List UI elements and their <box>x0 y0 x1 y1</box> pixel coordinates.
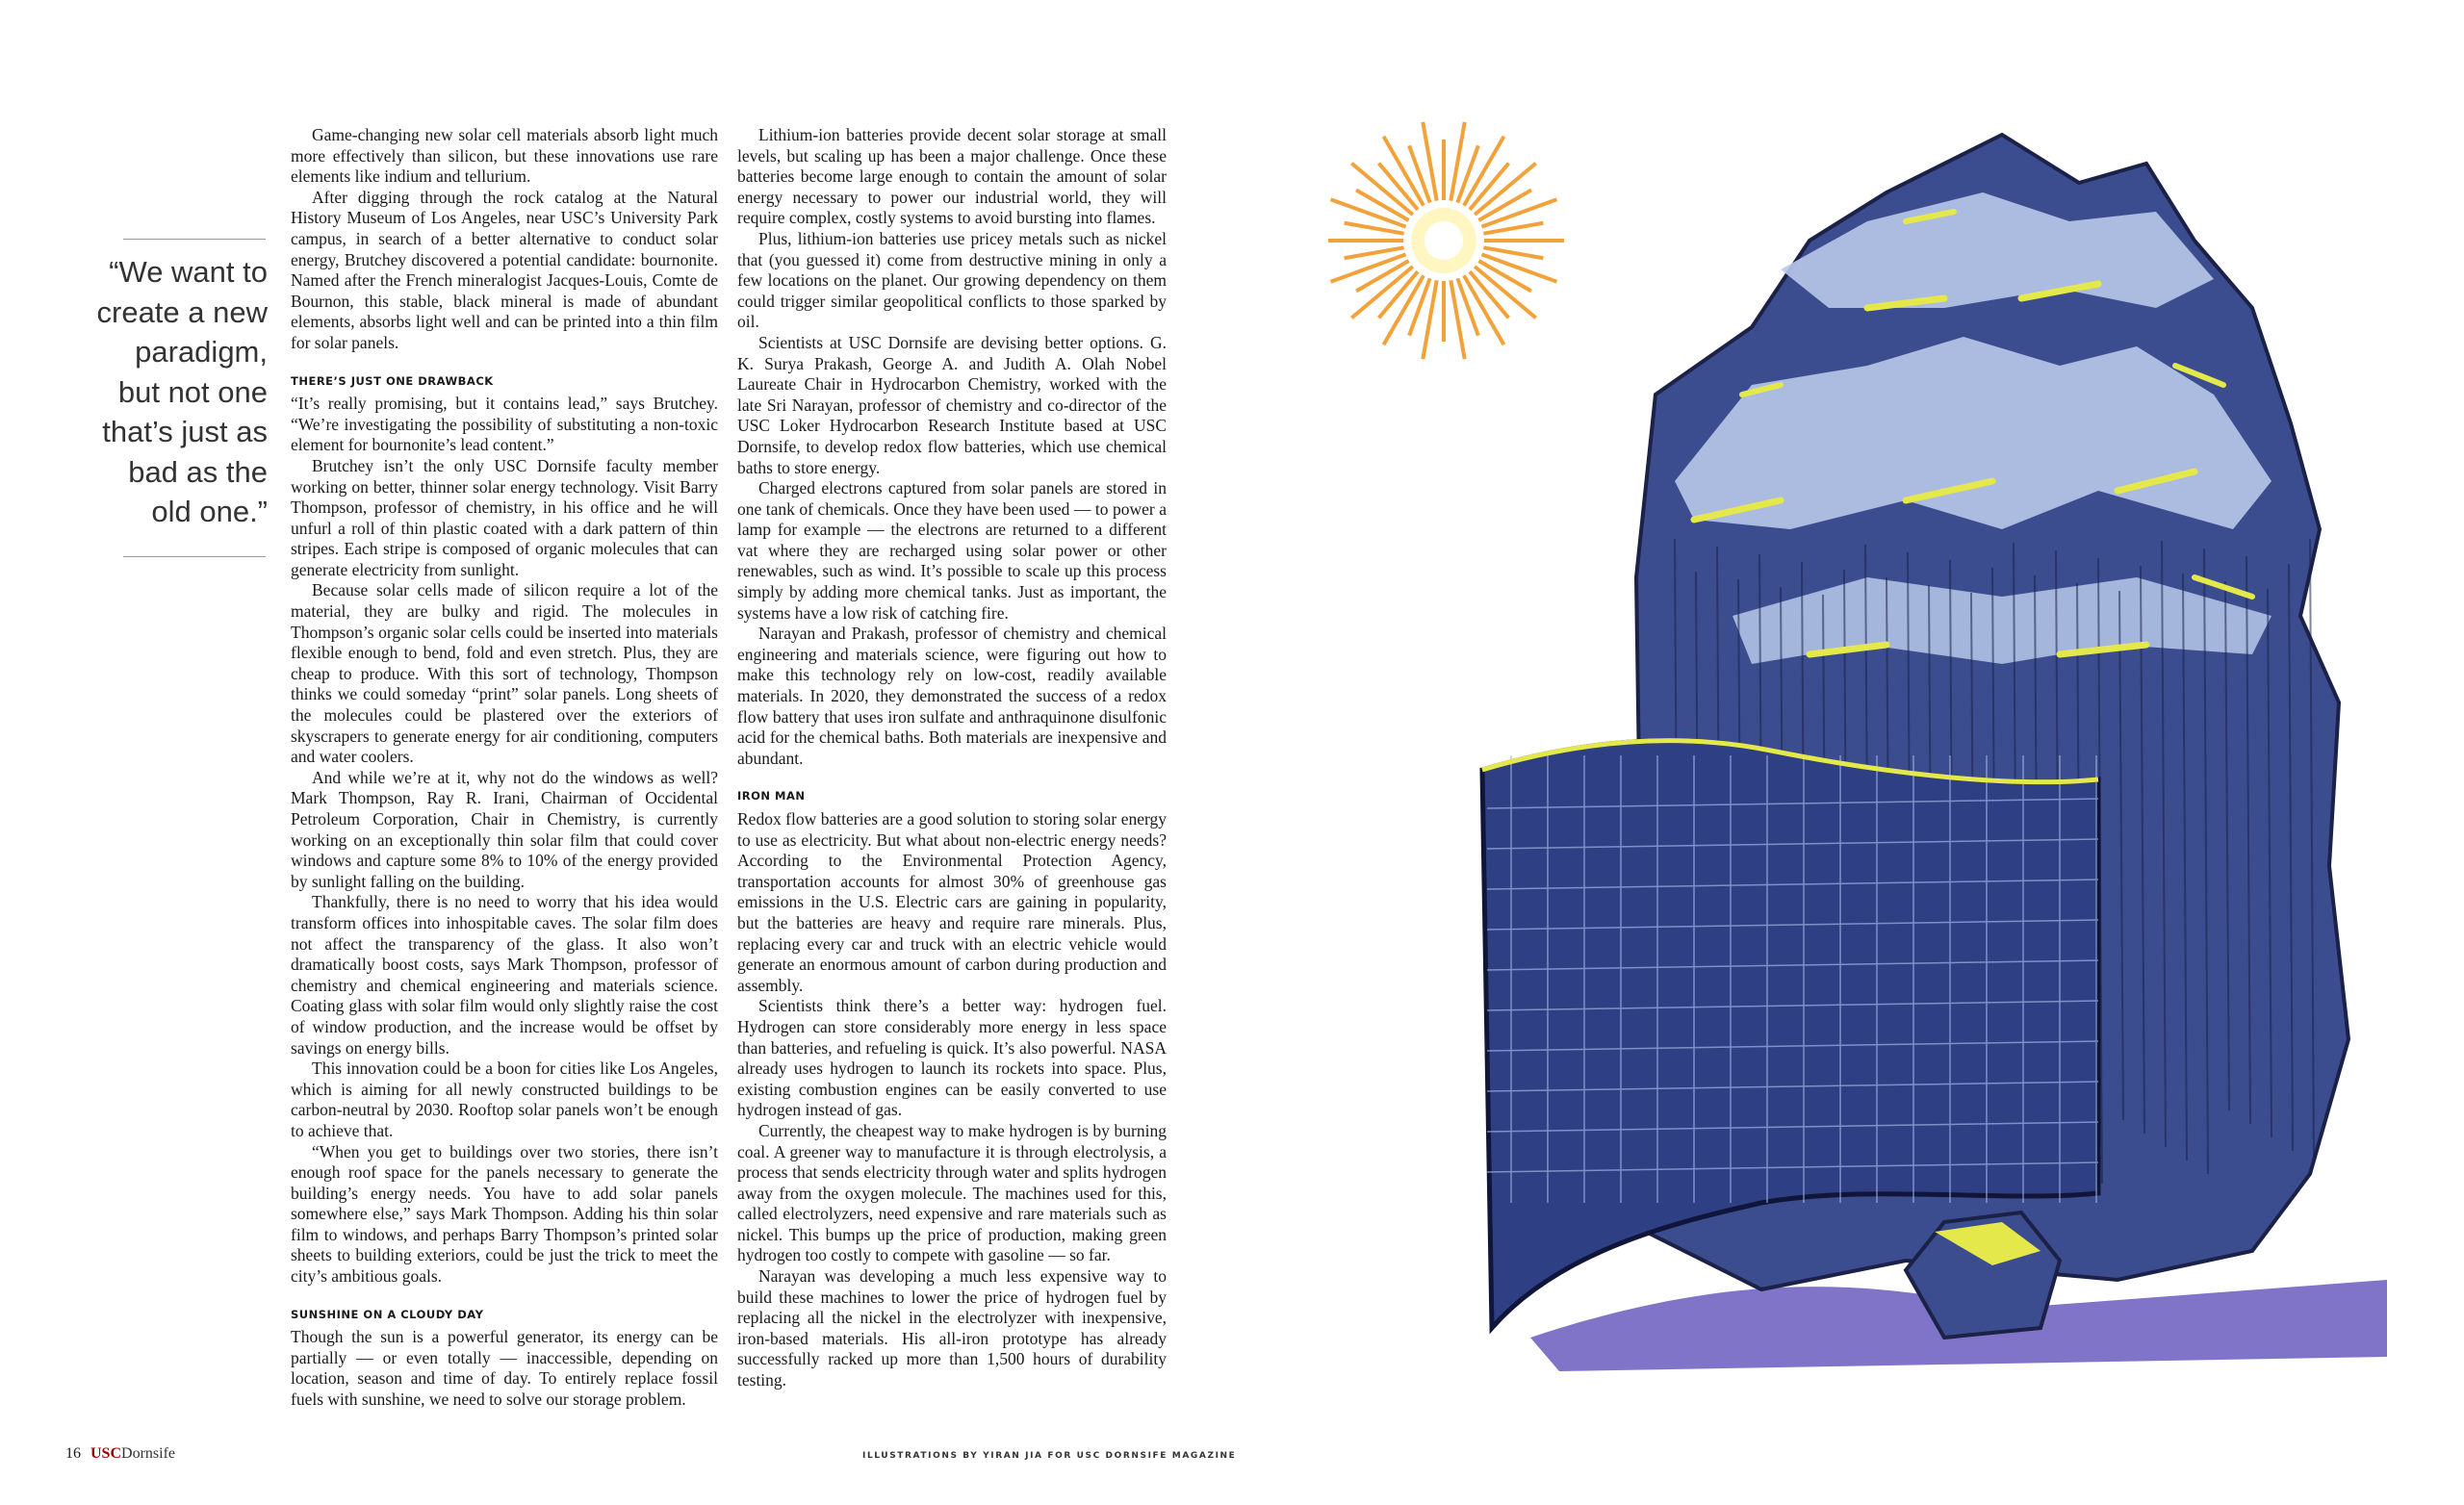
paragraph: Narayan and Prakash, professor of chemistry and chemical engineering and materials science, were figuring out how to make this technology rely on low-cost, readily available materials. In 2020, they demonstrated the success of a redox flow battery that uses iron sulfate and anthraquinone disulfonic acid for the chemical baths. Both materials are inexpensive and abundant. <box>737 624 1167 768</box>
paragraph: Currently, the cheapest way to make hydrogen is by burning coal. A greener way to manufacture it is through electrolysis, a process that sends electricity through water and splits hydrogen away from the oxygen molecule. The machines used for this, called electrolyzers, need expensive and rare materials such as nickel. This bumps up the price of production, making green hydrogen too costly to compete with gasoline — so far. <box>737 1120 1167 1265</box>
paragraph: Because solar cells made of silicon require a lot of the material, they are bulky and rigid. The molecules in Thompson’s organic solar cells could be inserted into materials flexible enough to bend, fold and even stretch. Plus, they are cheap to produce. With this sort of technology, Thompson thinks we could someday “print” solar panels. Long sheets of the molecules could be plastered over the exteriors of skyscrapers to generate energy for air conditioning, computers and water coolers. <box>291 580 718 767</box>
paragraph: Thankfully, there is no need to worry that his idea would transform offices into inhospitable caves. The solar film does not affect the transparency of the glass. It also won’t dramatically boost costs, says Mark Thompson, professor of chemistry and chemical engineering and materials science. Coating glass with solar film would only slightly raise the cost of window production, and the increase would be offset by savings on energy bills. <box>291 892 718 1058</box>
subhead-sunshine: SUNSHINE ON A CLOUDY DAY <box>291 1307 484 1321</box>
sun-icon <box>1328 122 1564 359</box>
usc-logo: USCDornsife <box>90 1445 175 1462</box>
paragraph: “It’s really promising, but it contains lead,” says Brutchey. “We’re investigating the possibility of substituting a non-toxic element for bournonite’s lead content.” <box>291 394 718 455</box>
article-column-2 <box>737 125 1167 1391</box>
paragraph: Scientists think there’s a better way: hydrogen fuel. Hydrogen can store considerably more energy in less space than batteries, and refueling is quick. It’s also powerful. NASA already uses hydrogen to launch its rockets into space. Plus, existing combustion engines can be easily converted to use hydrogen instead of gas. <box>737 996 1167 1120</box>
illustration-crystal-battery <box>1328 77 2397 1395</box>
paragraph: Game-changing new solar cell materials absorb light much more effectively than silicon, but these innovations use rare elements like indium and tellurium. <box>291 125 718 187</box>
pullquote-rule-top <box>123 239 266 240</box>
pullquote-rule-bottom <box>123 556 266 557</box>
subhead-iron-man: IRON MAN <box>737 789 806 804</box>
paragraph: Though the sun is a powerful generator, its energy can be partially — or even totally — inaccessible, depending on location, season and time of day. To entirely replace fossil fuels with sunshine, we need to solve our storage problem. <box>291 1327 718 1410</box>
paragraph: Redox flow batteries are a good solution to storing solar energy to use as electricity. But what about non-electric energy needs? According to the Environmental Protection Agency, transportation accounts for almost 30% of greenhouse gas emissions in the U.S. Electric cars are gaining in popularity, but the batteries are heavy and require rare minerals. Plus, replacing every car and truck with an electric vehicle would generate an enormous amount of carbon during production and assembly. <box>737 809 1167 995</box>
paragraph: And while we’re at it, why not do the windows as well? Mark Thompson, Ray R. Irani, Chairman of Occidental Petroleum Corporation, Chair in Chemistry, is currently working on an exceptionally thin solar film that could cover windows and capture some 8% to 10% of the energy provided by sunlight falling on the building. <box>291 767 718 891</box>
page-number: 16 <box>65 1445 81 1462</box>
paragraph: This innovation could be a boon for cities like Los Angeles, which is aiming for all newly constructed buildings to be carbon-neutral by 2030. Rooftop solar panels won’t be enough to achieve that. <box>291 1059 718 1140</box>
paragraph: Scientists at USC Dornsife are devising better options. G. K. Surya Prakash, George A. and Judith A. Olah Nobel Laureate Chair in Hydrocarbon Chemistry, worked with the late Sri Narayan, professor of chemistry and co-director of the USC Loker Hydrocarbon Research Institute based at USC Dornsife, to develop redox flow batteries, which use chemical baths to store energy. <box>737 332 1167 477</box>
paragraph: Charged electrons captured from solar panels are stored in one tank of chemicals. Once they have been used — to power a lamp for example — the electrons are returned to a different vat where they are recharged using solar power or other renewables, such as wind. It’s possible to scale up this process simply by adding more chemical tanks. Just as important, the systems have a low risk of catching fire. <box>737 478 1167 623</box>
pullquote: “We want to create a new paradigm, but not one that’s just as bad as the old one.” <box>96 255 268 528</box>
paragraph: After digging through the rock catalog at the Natural History Museum of Los Angeles, near USC’s University Park campus, in search of a better alternative to conduct solar energy, Brutchey discovered a potential candidate: bournonite. Named after the French mineralogist Jacques-Louis, Comte de Bournon, this stable, black mineral is made of abundant elements, absorbs light well and can be printed into a thin film for solar panels. <box>291 187 718 352</box>
paragraph: Brutchey isn’t the only USC Dornsife faculty member working on better, thinner solar energy technology. Visit Barry Thompson, professor of chemistry, in his office and he will unfurl a roll of thin plastic coated with a dark pattern of thin stripes. Each stripe is composed of organic molecules that can generate electricity from sunlight. <box>291 455 718 579</box>
illustration-credit: ILLUSTRATIONS BY YIRAN JIA FOR USC DORNSIFE MAGAZINE <box>862 1451 1237 1461</box>
subhead-drawback: THERE’S JUST ONE DRAWBACK <box>291 373 494 388</box>
paragraph: “When you get to buildings over two stories, there isn’t enough roof space for the panels necessary to generate the building’s energy needs. You have to add solar panels somewhere else,” says Mark Thompson. Adding his thin solar film to windows, and perhaps Barry Thompson’s printed solar sheets to building exteriors, could be just the trick to meet the city’s ambitious goals. <box>291 1141 718 1287</box>
paragraph: Narayan was developing a much less expensive way to build these machines to lower the price of hydrogen fuel by replacing all the nickel in the electrolyzer with inexpensive, iron-based materials. His all-iron prototype has already successfully racked up more than 1,500 hours of durability testing. <box>737 1266 1167 1390</box>
article-column-1 <box>291 125 718 1411</box>
paragraph: Plus, lithium-ion batteries use pricey metals such as nickel that (you guessed it) come from destructive mining in only a few locations on the planet. Our growing dependency on them could trigger similar geopolitical conflicts to those sparked by oil. <box>737 228 1167 332</box>
folio <box>65 1445 175 1463</box>
paragraph: Lithium-ion batteries provide decent solar storage at small levels, but scaling up has been a major challenge. Once these batteries become large enough to contain the amount of solar energy necessary to power our industrial world, they will require complex, costly systems to avoid bursting into flames. <box>737 125 1167 228</box>
